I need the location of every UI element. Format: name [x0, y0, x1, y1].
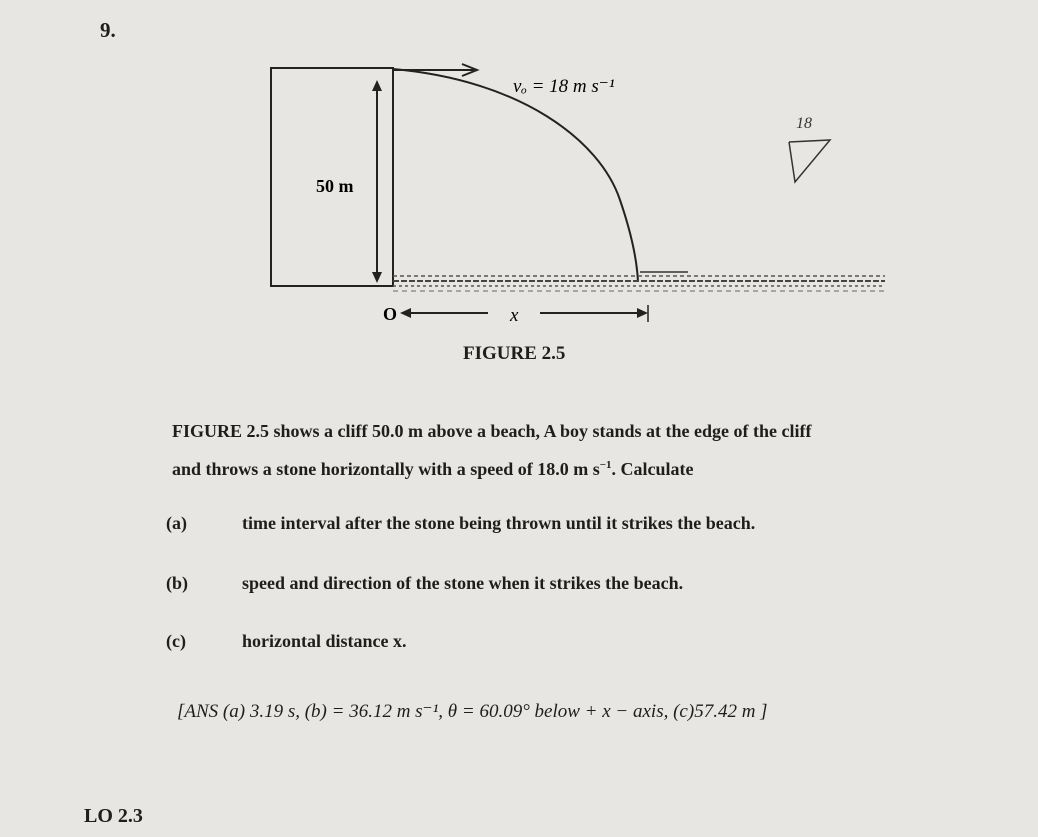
beach-ground [393, 276, 885, 291]
question-item-c [166, 631, 407, 652]
distance-label: x [510, 305, 519, 326]
item-text: horizontal distance x. [242, 631, 407, 651]
item-label: (a) [166, 513, 187, 533]
item-text: time interval after the stone being thrown until it strikes the beach. [242, 513, 756, 533]
distance-arrow-head-left [400, 308, 411, 318]
distance-arrow-head-right [637, 308, 648, 318]
line2-text: and throws a stone horizontally with a speed of 18.0 m s [172, 459, 600, 479]
height-arrow-head-down [372, 272, 382, 283]
figure-caption: FIGURE 2.5 [463, 343, 566, 364]
trajectory-curve [393, 69, 638, 282]
question-item-b [166, 573, 683, 594]
answer-key: [ANS (a) 3.19 s, (b) = 36.12 m s⁻¹, θ = 60.09° below + x − axis, (c)57.42 m ] [177, 701, 768, 722]
item-text: speed and direction of the stone when it strikes the beach. [242, 573, 684, 593]
origin-label: O [383, 304, 398, 324]
height-arrow-head-up [372, 80, 382, 91]
problem-text-line1: FIGURE 2.5 shows a cliff 50.0 m above a beach, A boy stands at the edge of the cliff [172, 421, 812, 441]
learning-outcome: LO 2.3 [84, 805, 143, 827]
projectile-figure [0, 0, 1038, 380]
line2-tail: . Calculate [611, 459, 694, 479]
velocity-label: vₒ = 18 m s⁻¹ [513, 76, 615, 97]
item-label: (b) [166, 573, 188, 593]
problem-text-line2 [172, 459, 693, 480]
height-label: 50 m [316, 176, 354, 196]
question-item-a [166, 513, 755, 534]
unit-exponent: −1 [599, 459, 612, 471]
handwritten-mark [789, 115, 830, 182]
question-number: 9. [100, 18, 116, 42]
item-label: (c) [166, 631, 186, 651]
svg-text:18: 18 [796, 115, 812, 132]
